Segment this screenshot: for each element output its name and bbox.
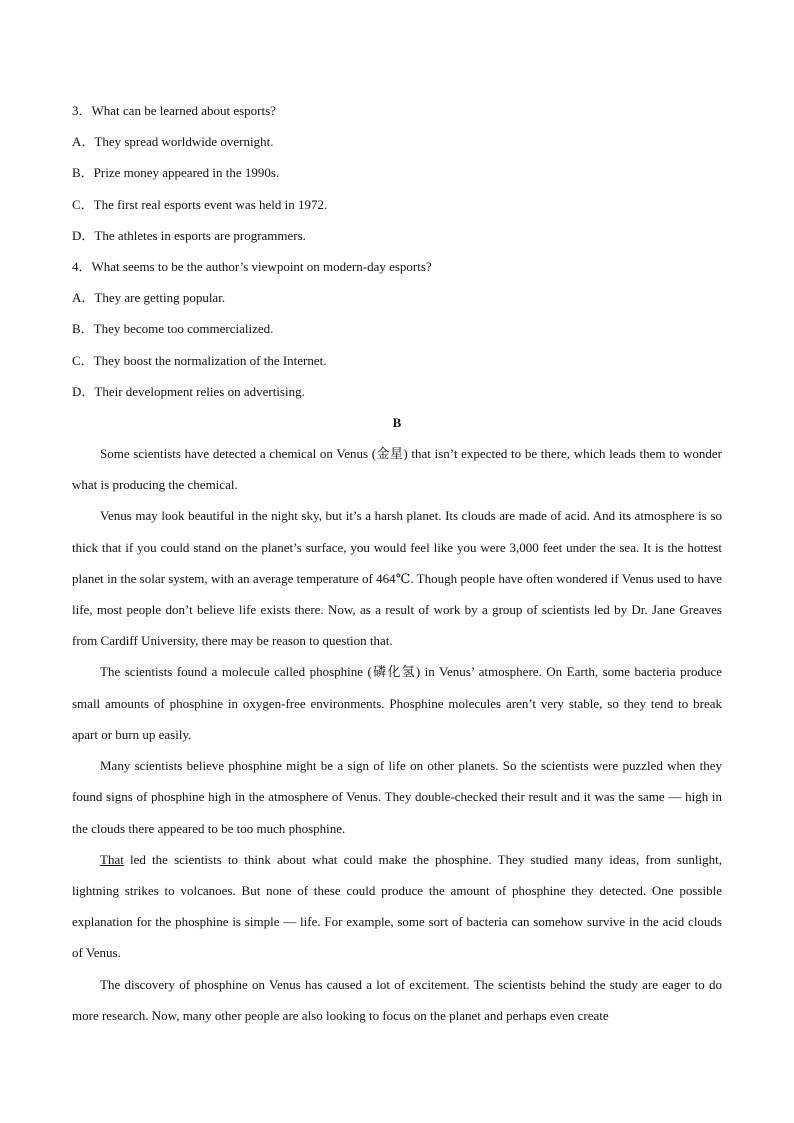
- option-c: C．They boost the normalization of the Internet.: [72, 352, 327, 368]
- underlined-word: That: [100, 851, 124, 867]
- paragraph-6: The discovery of phosphine on Venus has caused a lot of excitement. The scientists behind the study are eager to do more research. Now, many other people are also looking to focus on the planet and perhaps even create: [72, 976, 722, 1023]
- paragraph-3: The scientists found a molecule called phosphine (磷化氢) in Venus’ atmosphere. On Earth, some bacteria produce small amounts of phosphine in oxygen-free environments. Phosphine molecules aren’t very stable, so they tend to break apart or burn up easily.: [72, 664, 722, 742]
- option-b: B．Prize money appeared in the 1990s.: [72, 165, 280, 181]
- option-c: C．The first real esports event was held in 1972.: [72, 196, 328, 212]
- question-stem: 4．What seems to be the author’s viewpoint on modern-day esports?: [72, 258, 432, 274]
- question-4: [72, 251, 722, 407]
- section-heading: B: [392, 414, 402, 430]
- question-stem: 3．What can be learned about esports?: [72, 103, 276, 118]
- paragraph-1: Some scientists have detected a chemical on Venus (金星) that isn’t expected to be there, which leads them to wonder what is producing the chemical.: [72, 446, 722, 493]
- option-a: A．They spread worldwide overnight.: [72, 134, 274, 150]
- option-b: B．They become too commercialized.: [72, 321, 274, 337]
- paragraph-4: Many scientists believe phosphine might be a sign of life on other planets. So the scientists were puzzled when they found signs of phosphine high in the atmosphere of Venus. They double-checked their result and it was the same — high in the clouds there appeared to be too much phosphine.: [72, 758, 722, 836]
- option-d: D．Their development relies on advertising.: [72, 383, 305, 399]
- document-page: [72, 0, 722, 1031]
- paragraph-5-text: led the scientists to think about what could make the phosphine. They studied many ideas, from sunlight, lightning strikes to volcanoes. But none of these could produce the amount of phosphine they detected. One possible explanation for the phosphine is simple — life. For example, some sort of bacteria can somehow survive in the acid clouds of Venus.: [72, 851, 722, 961]
- option-a: A．They are getting popular.: [72, 290, 226, 306]
- question-3: [72, 95, 722, 251]
- paragraph-2: Venus may look beautiful in the night sky, but it’s a harsh planet. Its clouds are made of acid. And its atmosphere is so thick that if you could stand on the planet’s surface, you would feel like you were 3,000 feet under the sea. It is the hottest planet in the solar system, with an average temperature of 464℃. Though people have often wondered if Venus used to have life, most people don’t believe life exists there. Now, as a result of work by a group of scientists led by Dr. Jane Greaves from Cardiff University, there may be reason to question that.: [72, 508, 722, 649]
- paragraph-5: [72, 844, 722, 969]
- option-d: D．The athletes in esports are programmers.: [72, 227, 306, 243]
